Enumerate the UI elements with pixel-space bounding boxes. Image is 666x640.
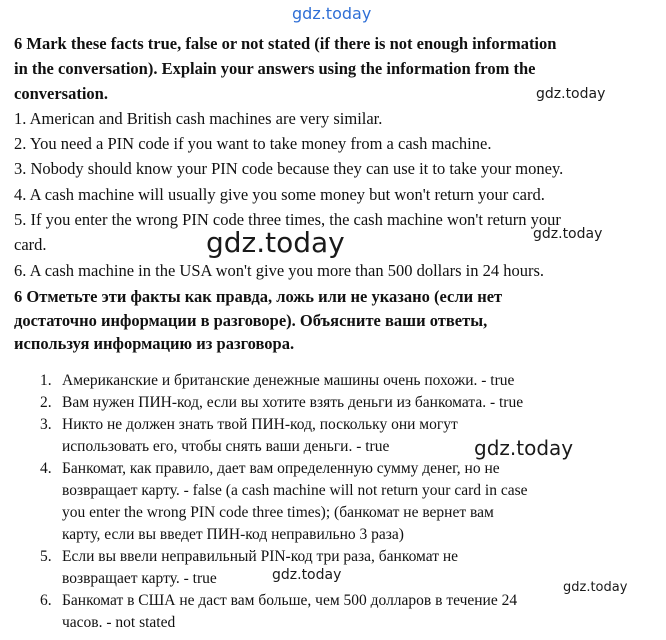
answer-line: использовать его, чтобы снять ваши деньги. - true [62,438,390,455]
task-en-heading-line: in the conversation). Explain your answers using the information from the [14,59,536,78]
answers-list [40,370,662,634]
task-en-item: 5. If you enter the wrong PIN code three times, the cash machine won't return your [14,210,561,229]
answer-number: 5. [40,548,52,565]
watermark: gdz.today [292,4,372,23]
answer-line: возвращает карту. - false (a cash machine will not return your card in case [62,482,528,499]
watermark: gdz.today [474,436,574,460]
answer-item [40,590,662,634]
answer-line: карту, если вы введет ПИН-код неправильно 3 раза) [62,526,404,543]
task-en-heading-line: conversation. [14,84,108,103]
answer-line: you enter the wrong PIN code three times); (банкомат не вернет вам [62,504,494,521]
task-en-item: 3. Nobody should know your PIN code because they can use it to take your money. [14,159,564,178]
answer-number: 4. [40,460,52,477]
answer-line: Американские и британские денежные машины очень похожи. - true [62,372,515,389]
answer-number: 2. [40,394,52,411]
task-en-item: 1. American and British cash machines are very similar. [14,109,383,128]
task-en-heading-line: 6 Mark these facts true, false or not stated (if there is not enough information [14,34,557,53]
answer-item [40,370,662,392]
answer-line: Никто не должен знать твой ПИН-код, поскольку они могут [62,416,458,433]
answer-number: 1. [40,372,52,389]
watermark: gdz.today [536,86,606,102]
answer-item [40,414,662,458]
task-en-item: card. [14,235,47,254]
watermark: gdz.today [206,226,345,259]
answer-number: 3. [40,416,52,433]
task-en-item: 4. A cash machine will usually give you some money but won't return your card. [14,185,545,204]
task-ru-heading-line: достаточно информации в разговоре). Объясните ваши ответы, [14,311,488,330]
answer-item [40,458,662,546]
answer-number: 6. [40,592,52,609]
answer-item [40,392,662,414]
task-ru-heading-line: используя информацию из разговора. [14,334,295,353]
watermark: gdz.today [563,580,628,595]
task-ru-heading-line: 6 Отметьте эти факты как правда, ложь или не указано (если нет [14,287,503,306]
watermark: gdz.today [533,226,603,242]
answer-item [40,546,662,590]
task-en-item: 2. You need a PIN code if you want to take money from a cash machine. [14,134,492,153]
answer-line: Если вы ввели неправильный PIN-код три раза, банкомат не [62,548,459,565]
answer-line: Банкомат в США не даст вам больше, чем 500 долларов в течение 24 [62,592,518,609]
task-en-item: 6. A cash machine in the USA won't give you more than 500 dollars in 24 hours. [14,261,544,280]
answer-line: возвращает карту. - true [62,570,217,587]
answer-line: часов. - not stated [62,614,176,631]
answer-line: Вам нужен ПИН-код, если вы хотите взять деньги из банкомата. - true [62,394,524,411]
watermark: gdz.today [272,567,342,583]
answer-line: Банкомат, как правило, дает вам определенную сумму денег, но не [62,460,500,477]
